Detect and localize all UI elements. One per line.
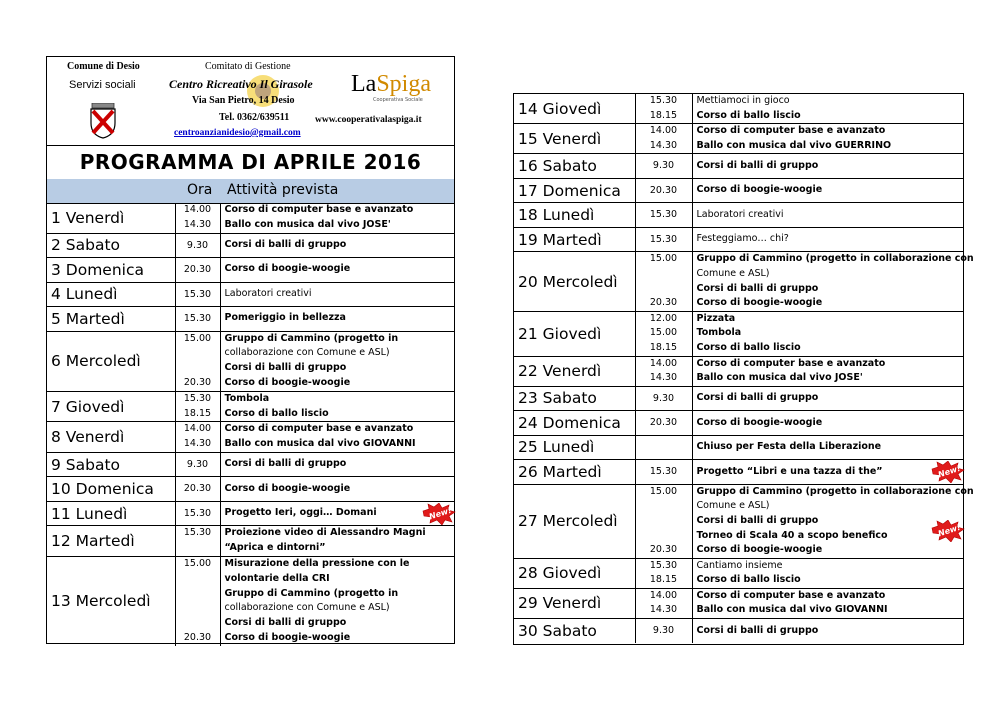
time-value (636, 436, 692, 460)
time-value: 15.30 (649, 233, 678, 245)
activity-text: Corso di computer base e avanzato (696, 357, 886, 369)
activity-text: Ballo con musica dal vivo GIOVANNI (696, 604, 888, 616)
time-value (176, 587, 220, 602)
time-value: 20.30 (649, 184, 678, 196)
day-cell: 20 Mercoledì (514, 252, 635, 311)
schedule-row (514, 178, 963, 203)
logo-la: La (351, 71, 377, 97)
activity-text: Misurazione della pressione con le (224, 558, 410, 570)
activity-cell (692, 619, 963, 643)
time-value: 9.30 (186, 239, 209, 251)
time-value: 15.00 (183, 558, 212, 570)
activity-text: Ballo con musica dal vivo JOSE' (224, 218, 391, 230)
day-cell: 22 Venerdì (514, 356, 635, 386)
time-value (176, 346, 220, 361)
schedule-row (514, 124, 963, 154)
time-cell (175, 233, 220, 258)
activity-text: Laboratori creativi (224, 287, 312, 299)
activity-cell (220, 258, 454, 283)
time-value: 14.30 (183, 438, 212, 450)
time-value (636, 267, 692, 282)
activity-cell (220, 501, 454, 526)
time-value: 15.30 (183, 392, 212, 404)
new-badge-label: New! (427, 505, 453, 522)
activity-text: Chiuso per Festa della Liberazione (696, 441, 882, 453)
activity-text: Comune e ASL) (696, 267, 770, 279)
schedule-row (514, 558, 963, 588)
schedule-row (514, 386, 963, 411)
activity-text: Corso di ballo liscio (696, 341, 801, 353)
time-value: 18.15 (649, 574, 678, 586)
time-value: 14.00 (649, 357, 678, 369)
time-value: 12.00 (649, 312, 678, 324)
activity-cell (692, 411, 963, 436)
day-cell: 15 Venerdì (514, 124, 635, 154)
day-cell: 10 Domenica (47, 477, 175, 502)
day-cell: 18 Lunedì (514, 203, 635, 228)
activity-cell (692, 178, 963, 203)
logo-subtitle: Cooperativa Sociale (373, 97, 423, 103)
schedule-row (514, 484, 963, 558)
activity-text: Cantiamo insieme (696, 559, 783, 571)
time-value: 14.00 (649, 589, 678, 601)
time-value: 20.30 (649, 544, 678, 556)
schedule-row (514, 252, 963, 311)
schedule-row (47, 307, 454, 332)
day-cell: 16 Sabato (514, 154, 635, 179)
time-value: 15.30 (649, 559, 678, 571)
activity-text: Ballo con musica dal vivo GUERRINO (696, 139, 892, 151)
address-text: Via San Pietro, 14 Desio (192, 95, 295, 106)
time-cell (635, 203, 692, 228)
activity-cell (220, 307, 454, 332)
time-cell (635, 435, 692, 460)
schedule-row (47, 557, 454, 646)
schedule-row (47, 452, 454, 477)
time-value: 14.00 (183, 423, 212, 435)
schedule-row (47, 477, 454, 502)
page-title: PROGRAMMA DI APRILE 2016 (47, 145, 454, 180)
activity-text: Corsi di balli di gruppo (696, 624, 819, 636)
schedule-row (514, 435, 963, 460)
time-cell (175, 477, 220, 502)
activity-text: Corsi di balli di gruppo (224, 617, 347, 629)
time-value: 15.30 (183, 313, 212, 325)
day-cell: 1 Venerdì (47, 203, 175, 233)
time-cell (175, 526, 220, 557)
activity-text: Corso di boogie-woogie (224, 482, 351, 494)
activity-text: Pizzata (696, 312, 736, 324)
time-cell (635, 411, 692, 436)
time-cell (175, 258, 220, 283)
activity-text: Corso di boogie-woogie (696, 416, 823, 428)
time-value (176, 601, 220, 616)
column-header-row (47, 179, 454, 204)
activity-cell (692, 311, 963, 356)
activity-text: Gruppo di Cammino (progetto in (224, 587, 399, 599)
time-cell (175, 452, 220, 477)
time-cell (635, 588, 692, 618)
schedule-row (47, 526, 454, 557)
activity-text: Corso di boogie-woogie (224, 263, 351, 275)
schedule-row (514, 619, 963, 643)
col-ora: Ora (187, 182, 213, 198)
time-value: 15.30 (183, 527, 212, 539)
time-cell (175, 391, 220, 422)
time-value: 9.30 (186, 458, 209, 470)
new-badge (422, 503, 456, 525)
time-cell (175, 331, 220, 391)
time-cell (635, 460, 692, 485)
activity-text: Proiezione video di Alessandro Magni (224, 527, 426, 539)
col-attivita: Attività prevista (227, 182, 339, 198)
activity-text: Torneo di Scala 40 a scopo benefico (696, 529, 888, 541)
activity-text: Gruppo di Cammino (progetto in (224, 332, 399, 344)
time-cell (635, 619, 692, 643)
website-text: www.cooperativalaspiga.it (315, 115, 422, 125)
letterhead (47, 57, 454, 146)
time-cell (635, 484, 692, 558)
time-value: 18.15 (649, 109, 678, 121)
schedule-row (514, 227, 963, 252)
time-cell (175, 282, 220, 307)
schedule-row (47, 258, 454, 283)
schedule-row (514, 588, 963, 618)
activity-text: Corsi di balli di gruppo (696, 392, 819, 404)
activity-text: Corso di ballo liscio (696, 109, 801, 121)
activity-text: Corso di computer base e avanzato (696, 125, 886, 137)
time-cell (175, 307, 220, 332)
time-cell (175, 557, 220, 646)
comitato-label: Comitato di Gestione (205, 61, 291, 72)
day-cell: 8 Venerdì (47, 422, 175, 453)
activity-text: Corsi di balli di gruppo (224, 238, 347, 250)
time-value: 9.30 (652, 392, 675, 404)
schedule-row (514, 411, 963, 436)
schedule-row (514, 460, 963, 485)
activity-cell (692, 588, 963, 618)
time-cell (635, 94, 692, 124)
activity-text: Corsi di balli di gruppo (696, 514, 819, 526)
activity-cell (692, 435, 963, 460)
day-cell: 12 Martedì (47, 526, 175, 557)
activity-cell (692, 124, 963, 154)
activity-text: Pomeriggio in bellezza (224, 312, 346, 324)
new-badge (931, 461, 965, 483)
day-cell: 2 Sabato (47, 233, 175, 258)
day-cell: 27 Mercoledì (514, 484, 635, 558)
activity-cell (220, 203, 454, 233)
activity-cell (692, 252, 974, 311)
day-cell: 23 Sabato (514, 386, 635, 411)
day-cell: 13 Mercoledì (47, 557, 175, 646)
activity-cell (220, 557, 454, 646)
email-link[interactable]: centroanzianidesio@gmail.com (174, 128, 301, 138)
activity-cell (220, 526, 454, 557)
logo-spiga: Spiga (376, 71, 431, 97)
time-value: 20.30 (183, 483, 212, 495)
schedule-row (47, 203, 454, 233)
day-cell: 30 Sabato (514, 619, 635, 643)
time-value: 20.30 (183, 264, 212, 276)
day-cell: 28 Giovedì (514, 558, 635, 588)
time-value: 15.00 (649, 485, 678, 497)
activity-text: Tombola (224, 392, 270, 404)
activity-text: Tombola (696, 327, 742, 339)
activity-cell (692, 558, 963, 588)
schedule-row (514, 203, 963, 228)
time-value (176, 541, 220, 556)
activity-text: Corso di ballo liscio (224, 407, 329, 419)
activity-cell (220, 331, 454, 391)
schedule-row (47, 422, 454, 453)
time-value: 20.30 (183, 376, 212, 388)
activity-text: Mettiamoci in gioco (696, 95, 790, 106)
time-value: 14.30 (649, 139, 678, 151)
day-cell: 11 Lunedì (47, 501, 175, 526)
phone-text: Tel. 0362/639511 (219, 112, 290, 123)
activity-cell (220, 391, 454, 422)
schedule-row (514, 154, 963, 179)
time-value: 9.30 (652, 160, 675, 172)
schedule-row (514, 356, 963, 386)
time-value: 14.00 (649, 125, 678, 137)
time-value: 15.30 (183, 507, 212, 519)
time-value: 15.30 (183, 288, 212, 300)
servizi-label: Servizi sociali (69, 79, 136, 91)
day-cell: 9 Sabato (47, 452, 175, 477)
activity-text: Corso di computer base e avanzato (224, 423, 414, 435)
day-cell: 26 Martedì (514, 460, 635, 485)
time-value: 14.00 (183, 204, 212, 215)
time-value: 15.30 (649, 466, 678, 478)
activity-text: Progetto Ieri, oggi… Domani (224, 507, 377, 519)
time-value (176, 361, 220, 376)
activity-text: collaborazione con Comune e ASL) (224, 347, 390, 359)
comune-label: Comune di Desio (67, 61, 140, 72)
time-value: 15.00 (183, 332, 212, 344)
town-crest-icon (89, 103, 117, 139)
time-cell (635, 178, 692, 203)
time-cell (635, 252, 692, 311)
laspiga-logo (351, 71, 451, 103)
activity-text: Corso di boogie-woogie (696, 297, 823, 309)
activity-cell (220, 452, 454, 477)
time-value: 15.30 (649, 209, 678, 221)
day-cell: 6 Mercoledì (47, 331, 175, 391)
activity-cell (220, 477, 454, 502)
time-value: 14.30 (649, 604, 678, 616)
new-badge (931, 520, 965, 542)
time-cell (175, 501, 220, 526)
day-cell: 25 Lunedì (514, 435, 635, 460)
activity-text: Corso di boogie-woogie (696, 184, 823, 196)
schedule-table-right (514, 94, 974, 643)
activity-cell (692, 203, 963, 228)
activity-text: Progetto “Libri e una tazza di the” (696, 465, 883, 477)
activity-cell (692, 94, 963, 124)
time-value (636, 529, 692, 544)
time-cell (635, 558, 692, 588)
centro-name: Centro Ricreativo Il Girasole (169, 77, 313, 91)
day-cell: 4 Lunedì (47, 282, 175, 307)
time-value: 18.15 (649, 341, 678, 353)
activity-text: volontarie della CRI (224, 572, 330, 584)
day-cell: 7 Giovedì (47, 391, 175, 422)
activity-text: Comune e ASL) (696, 500, 770, 512)
schedule-row (47, 331, 454, 391)
right-page (513, 93, 974, 645)
time-value (636, 282, 692, 297)
time-value (176, 572, 220, 587)
activity-cell (692, 154, 963, 179)
activity-text: Gruppo di Cammino (progetto in collaborazione con (696, 253, 974, 265)
time-cell (635, 311, 692, 356)
schedule-row (514, 311, 963, 356)
activity-text: Corso di ballo liscio (696, 574, 801, 586)
activity-text: Corso di computer base e avanzato (696, 589, 886, 601)
day-cell: 5 Martedì (47, 307, 175, 332)
day-cell: 14 Giovedì (514, 94, 635, 124)
schedule-row (47, 233, 454, 258)
activity-text: Corso di boogie-woogie (224, 632, 351, 644)
time-value: 15.00 (649, 327, 678, 339)
new-badge-label: New! (936, 522, 962, 539)
time-value: 18.15 (183, 407, 212, 419)
time-value (636, 514, 692, 529)
time-cell (175, 422, 220, 453)
day-cell: 19 Martedì (514, 227, 635, 252)
time-value: 20.30 (183, 632, 212, 644)
activity-cell (220, 422, 454, 453)
schedule-row (47, 391, 454, 422)
day-cell: 3 Domenica (47, 258, 175, 283)
schedule-row (514, 94, 963, 124)
time-value: 20.30 (649, 297, 678, 309)
activity-cell (692, 356, 963, 386)
day-cell: 29 Venerdì (514, 588, 635, 618)
time-cell (635, 356, 692, 386)
activity-text: Corsi di balli di gruppo (696, 159, 819, 171)
activity-cell (220, 282, 454, 307)
activity-cell (220, 233, 454, 258)
time-value: 9.30 (652, 625, 675, 637)
activity-text: Ballo con musica dal vivo GIOVANNI (224, 438, 416, 450)
activity-text: Corso di boogie-woogie (224, 376, 351, 388)
time-value: 14.30 (183, 218, 212, 230)
activity-text: collaborazione con Comune e ASL) (224, 602, 390, 614)
activity-cell (692, 460, 963, 485)
day-cell: 21 Giovedì (514, 311, 635, 356)
activity-cell (692, 484, 974, 558)
schedule-table-left (47, 203, 454, 646)
schedule-row (47, 282, 454, 307)
schedule-row (47, 501, 454, 526)
time-value: 15.30 (649, 95, 678, 106)
time-value: 15.00 (649, 253, 678, 265)
activity-text: Corso di computer base e avanzato (224, 204, 414, 215)
activity-cell (692, 386, 963, 411)
activity-text: “Aprica e dintorni” (224, 542, 326, 554)
day-cell: 17 Domenica (514, 178, 635, 203)
time-cell (635, 227, 692, 252)
time-value: 20.30 (649, 417, 678, 429)
time-cell (635, 386, 692, 411)
activity-cell (692, 227, 963, 252)
day-cell: 24 Domenica (514, 411, 635, 436)
activity-text: Corsi di balli di gruppo (224, 362, 347, 374)
time-value (636, 499, 692, 514)
new-badge-label: New! (936, 463, 962, 480)
activity-text: Corso di boogie-woogie (696, 544, 823, 556)
left-page (46, 56, 455, 644)
activity-text: Ballo con musica dal vivo JOSE' (696, 372, 863, 384)
activity-text: Laboratori creativi (696, 208, 784, 220)
activity-text: Festeggiamo… chi? (696, 233, 789, 245)
time-value: 14.30 (649, 372, 678, 384)
time-cell (175, 203, 220, 233)
time-value (176, 616, 220, 631)
activity-text: Corsi di balli di gruppo (224, 458, 347, 470)
activity-text: Corsi di balli di gruppo (696, 282, 819, 294)
activity-text: Gruppo di Cammino (progetto in collaborazione con (696, 485, 974, 497)
time-cell (635, 124, 692, 154)
time-cell (635, 154, 692, 179)
